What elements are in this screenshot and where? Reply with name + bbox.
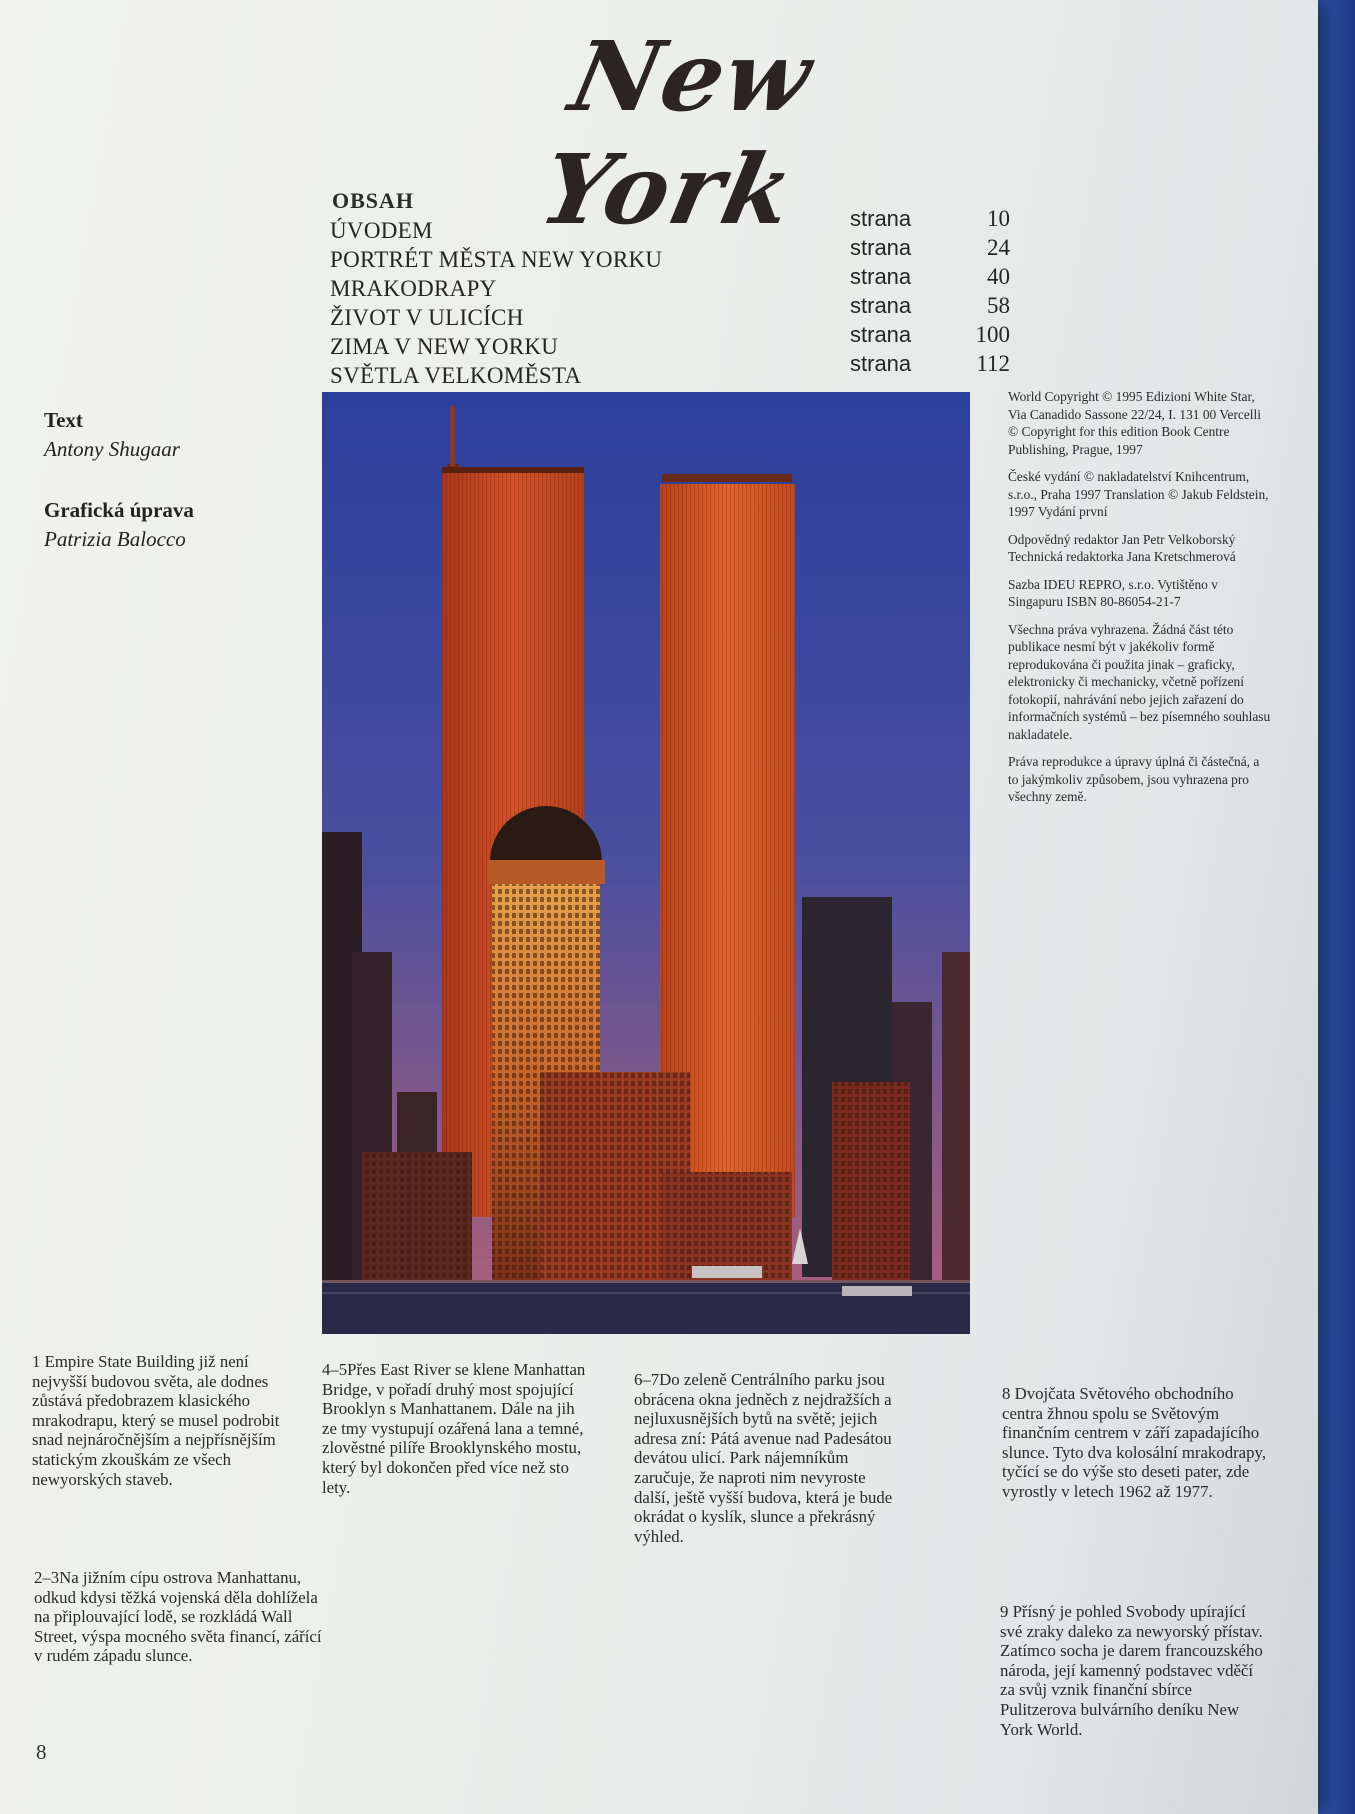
imprint-block	[1008, 388, 1273, 816]
toc-item-word: strana	[850, 322, 912, 347]
imprint-rights: Všechna práva vyhrazena. Žádná část této publikace nesmí být v jakékoliv formě reprodukována či použita jinak – graficky, elektronicky či mechanicky, včetně pořízení fotokopií, nahrávání nebo jejich zařazení do informačních systémů – bez písemného souhlasu nakladatele.	[1008, 621, 1271, 742]
toc-item-title: MRAKODRAPY	[330, 276, 497, 301]
caption-4-5: 4–5Přes East River se klene Manhattan Bridge, v pořadí druhý most spojující Brooklyn s Manhattanem. Dále na jih ze tmy vystupují ozářená lana a temné, zlověstné pilíře Brooklynského mostu, který byl dokončen před více než sto lety.	[322, 1360, 586, 1497]
credit-text	[44, 408, 180, 462]
toc-item-page: 40	[987, 264, 1010, 289]
page-title: New York	[531, 20, 823, 246]
twin-towers-photo	[322, 392, 970, 1334]
toc-item-page: 10	[987, 206, 1010, 231]
imprint-editors: Odpovědný redaktor Jan Petr Velkoborský Technická redaktorka Jana Kretschmerová	[1008, 531, 1236, 564]
credit-label: Grafická úprava	[44, 498, 194, 522]
credit-design	[44, 498, 194, 552]
skyline-illustration	[322, 392, 970, 1334]
imprint-reproduction: Práva reprodukce a úpravy úplná či částečná, a to jakýmkoliv způsobem, jsou vyhrazena pro všechny země.	[1008, 754, 1260, 804]
toc-item-word: strana	[850, 235, 912, 260]
page-number: 8	[36, 1740, 47, 1764]
toc-item-page: 24	[987, 235, 1010, 260]
toc-item-page: 58	[987, 293, 1010, 318]
toc-item-word: strana	[850, 206, 912, 231]
table-of-contents	[330, 206, 1010, 392]
caption-9: 9 Přísný je pohled Svobody upírající své zraky daleko za newyorský přístav. Zatímco socha je darem francouzského národa, její kamenný podstavec vděčí za svůj vznik finanční sbírce Pulitzerova bulvárního deníku New York World.	[1000, 1602, 1263, 1739]
credit-label: Text	[44, 408, 83, 432]
caption-8: 8 Dvojčata Světového obchodního centra žhnou spolu se Světovým finančním centrem v září zapadajícího slunce. Tyto dva kolosální mrakodrapy, tyčící se do výše sto deseti pater, zde vyrostly v letech 1962 až 1977.	[1002, 1384, 1267, 1501]
toc-item-title: SVĚTLA VELKOMĚSTA	[330, 363, 582, 388]
credit-value: Antony Shugaar	[44, 437, 180, 461]
caption-2-3: 2–3Na jižním cípu ostrova Manhattanu, odkud kdysi těžká vojenská děla dohlížela na připlouvající lodě, se rozkládá Wall Street, výspa mocného světa financí, zářící v rudém západu slunce.	[34, 1568, 322, 1666]
toc-item-title: PORTRÉT MĚSTA NEW YORKU	[330, 247, 663, 272]
caption-1: 1 Empire State Building již není nejvyšší budovou světa, ale dodnes zůstává předobrazem klasického mrakodrapu, který se musel podrobit snad nejnáročnějším a nejpřísnějším statickým zkouškám ze všech newyorských staveb.	[32, 1352, 280, 1489]
toc-heading: OBSAH	[332, 188, 415, 213]
toc-item	[330, 351, 1010, 392]
toc-item-title: ZIMA V NEW YORKU	[330, 334, 559, 359]
toc-item-word: strana	[850, 264, 912, 289]
credit-value: Patrizia Balocco	[44, 527, 186, 551]
imprint-copyright: World Copyright © 1995 Edizioni White Star, Via Canadido Sassone 22/24, I. 131 00 Vercelli © Copyright for this edition Book Centre Publishing, Prague, 1997	[1008, 389, 1261, 457]
caption-6-7: 6–7Do zeleně Centrálního parku jsou obrácena okna jedněch z nejdražších a nejluxusnějších bytů na světě; jejich adresa zní: Pátá avenue nad Padesátou devátou ulicí. Park nájemníkům zaručuje, že naproti nim nevyroste další, ještě vyšší budova, která je bude okrádat o kyslík, slunce a překrásný výhled.	[634, 1370, 893, 1546]
toc-item-title: ÚVODEM	[330, 218, 433, 243]
toc-item-word: strana	[850, 351, 912, 376]
imprint-printing: Sazba IDEU REPRO, s.r.o. Vytištěno v Singapuru ISBN 80-86054-21-7	[1008, 576, 1218, 609]
imprint-czech-edition: České vydání © nakladatelství Knihcentrum, s.r.o., Praha 1997 Translation © Jakub Feldstein, 1997 Vydání první	[1008, 469, 1269, 519]
toc-item-title: ŽIVOT V ULICÍCH	[330, 305, 524, 330]
toc-item-page: 112	[976, 351, 1010, 376]
toc-item-word: strana	[850, 293, 912, 318]
toc-item-page: 100	[975, 322, 1010, 347]
